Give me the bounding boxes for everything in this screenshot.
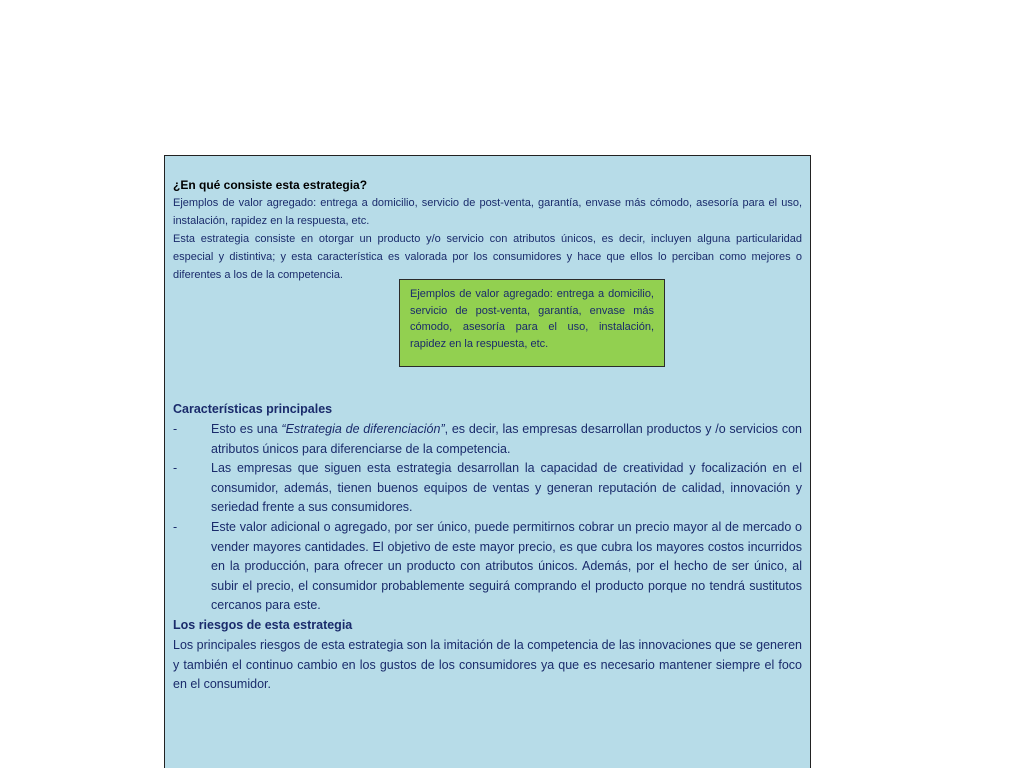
list-item xyxy=(173,518,802,616)
question-heading: ¿En qué consiste esta estrategia? xyxy=(173,178,368,192)
bullet-text: Las empresas que siguen esta estrategia desarrollan la capacidad de creatividad y focalización en el consumidor, además, tienen buenos equipos de ventas y generan reputación de calidad, innovación y seriedad frente a sus consumidores. xyxy=(211,461,802,515)
bullet-marker: - xyxy=(173,422,178,436)
content-panel xyxy=(164,155,811,768)
intro-paragraph-definition: Esta estrategia consiste en otorgar un producto y/o servicio con atributos únicos, es decir, incluyen alguna particularidad especial y distintiva; y esta característica es valorada por los consumidores y hace que ellos lo perciban como mejores o diferentes a los de la competencia. xyxy=(173,233,802,281)
bullet-marker: - xyxy=(173,519,178,534)
risks-heading: Los riesgos de esta estrategia xyxy=(173,618,353,632)
intro-paragraph-examples: Ejemplos de valor agregado: entrega a domicilio, servicio de post-venta, garantía, envase más cómodo, asesoría para el uso, instalación, rapidez en la respuesta, etc. xyxy=(173,197,802,227)
characteristics-list xyxy=(173,420,802,616)
value-examples-callout-box xyxy=(399,279,665,367)
bullet-text-start: Esto es una xyxy=(211,422,282,436)
list-item xyxy=(173,420,802,459)
risks-paragraph: Los principales riesgos de esta estrategia son la imitación de la competencia de las innovaciones que se generen y también el continuo cambio en los gustos de los consumidores ya que es necesario mantener siempre el foco en el consumidor. xyxy=(173,638,802,692)
characteristics-heading: Características principales xyxy=(173,402,333,416)
bullet-text: Este valor adicional o agregado, por ser único, puede permitirnos cobrar un precio mayor al de mercado o vender mayores cantidades. El objetivo de este mayor precio, es que cubra los mayores costos incurridos en la producción, para ofrecer un producto con atributos únicos. Además, por el hecho de ser único, al subir el precio, el consumidor probablemente seguirá comprando el producto porque no tendrá sustitutos cercanos para este. xyxy=(211,519,802,613)
bullet-text-end: , es decir, las empresas desarrollan productos y /o servicios con atributos únicos para diferenciarse de la competencia. xyxy=(211,422,802,456)
bullet-marker: - xyxy=(173,461,178,476)
bullet-emphasis: “Estrategia de diferenciación” xyxy=(281,422,445,436)
list-item xyxy=(173,459,802,518)
callout-text: Ejemplos de valor agregado: entrega a domicilio, servicio de post-venta, garantía, envase más cómodo, asesoría para el uso, instalación, rapidez en la respuesta, etc. xyxy=(410,288,654,350)
